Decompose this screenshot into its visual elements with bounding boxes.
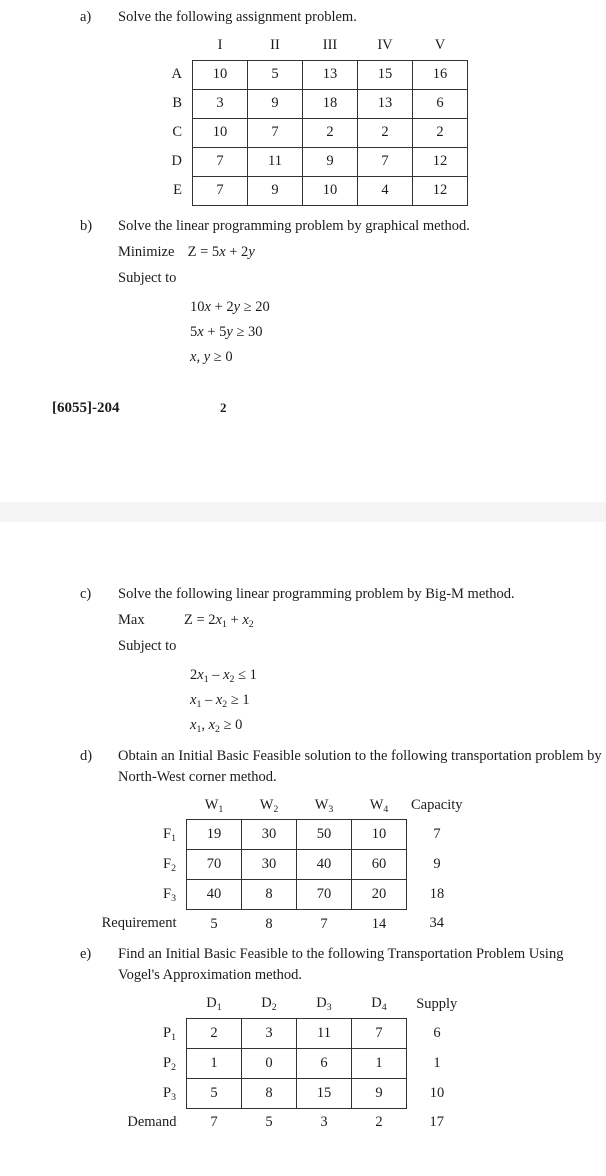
requirement-w2: 8 xyxy=(265,915,273,932)
cell-p2-d1: 1 xyxy=(187,1048,242,1078)
table-header-row xyxy=(98,990,467,1018)
header-corner-blank xyxy=(98,792,187,820)
table-row xyxy=(98,880,467,910)
question-d-marker: d) xyxy=(80,747,93,764)
vogel-approximation-table xyxy=(98,990,467,1137)
supply-header: Supply xyxy=(416,995,458,1012)
question-b-objective-row xyxy=(118,240,606,264)
row-label-b: B xyxy=(172,95,182,111)
constraint-c-3: $x_1$, $x_2 \ge 0$ xyxy=(190,716,243,735)
row-label-f2: $F_2$ xyxy=(163,856,176,874)
requirement-w1: 5 xyxy=(210,915,218,932)
question-d xyxy=(0,746,606,788)
demand-d3: 3 xyxy=(320,1114,328,1130)
cell-b-4: 13 xyxy=(358,89,413,118)
cell-f3-w2: 8 xyxy=(242,880,297,910)
question-c-objective-row xyxy=(118,608,606,632)
table-row xyxy=(104,147,468,176)
page1-bottom-space xyxy=(0,417,606,502)
table-header-row xyxy=(98,792,467,820)
table-row xyxy=(104,60,468,89)
demand-label: Demand xyxy=(127,1113,177,1130)
row-label-p1: $P_1$ xyxy=(163,1024,176,1043)
objective-expression: Z = 5x + 2y xyxy=(187,243,255,260)
table-row xyxy=(98,1078,467,1108)
table-row xyxy=(104,118,468,147)
header-corner-blank xyxy=(104,32,193,60)
objective-label: Minimize xyxy=(118,243,175,260)
cell-d-3: 9 xyxy=(303,147,358,176)
page-number: 2 xyxy=(220,399,227,415)
column-header-w4: $W_4$ xyxy=(369,796,389,815)
cell-f2-w4: 60 xyxy=(352,850,407,880)
table-row xyxy=(104,176,468,205)
objective-expression: $Z = 2x_1 + x_2$ xyxy=(184,611,254,630)
cell-b-5: 6 xyxy=(413,89,468,118)
supply-p1: 6 xyxy=(433,1024,441,1041)
cell-d-5: 12 xyxy=(413,147,468,176)
cell-c-2: 7 xyxy=(248,118,303,147)
page-separator-band xyxy=(0,502,606,522)
cell-p3-d1: 5 xyxy=(187,1078,242,1108)
question-e-marker: e) xyxy=(80,946,92,962)
constraint-b-2: 5x + 5y ≥ 30 xyxy=(190,323,263,340)
question-d-prompt: Obtain an Initial Basic Feasible solution to the following transportation problem by North-West corner method. xyxy=(118,747,602,785)
cell-p1-d1: 2 xyxy=(187,1018,242,1048)
cell-f1-w2: 30 xyxy=(242,820,297,850)
cell-c-5: 2 xyxy=(413,118,468,147)
row-label-e: E xyxy=(173,182,182,198)
table-row xyxy=(98,1018,467,1048)
constraint-c-2: $x_1 - x_2 \ge 1$ xyxy=(190,691,250,710)
column-header-2: II xyxy=(270,37,280,54)
question-b-marker: b) xyxy=(80,217,93,234)
cell-f1-w3: 50 xyxy=(297,820,352,850)
row-label-d: D xyxy=(171,153,182,169)
row-label-p2: $P_2$ xyxy=(163,1054,176,1073)
cell-a-2: 5 xyxy=(248,60,303,89)
demand-total: 17 xyxy=(429,1113,444,1130)
cell-b-1: 3 xyxy=(193,89,248,118)
capacity-header: Capacity xyxy=(410,797,463,813)
question-c-prompt: Solve the following linear programming problem by Big-M method. xyxy=(118,585,515,602)
row-label-p3: $P_3$ xyxy=(163,1084,176,1103)
supply-p3: 10 xyxy=(429,1084,445,1101)
table-row xyxy=(98,1048,467,1078)
nw-corner-table-wrap xyxy=(0,792,606,939)
cell-f1-w1: 19 xyxy=(187,820,242,850)
requirement-total: 34 xyxy=(429,915,444,932)
cell-d-2: 11 xyxy=(248,147,303,176)
question-a-prompt: Solve the following assignment problem. xyxy=(118,9,357,25)
north-west-corner-table xyxy=(98,792,467,939)
question-c-body xyxy=(118,584,606,738)
row-label-c: C xyxy=(172,124,182,140)
header-corner-blank xyxy=(98,990,187,1018)
cell-e-1: 7 xyxy=(193,176,248,205)
question-c-marker: c) xyxy=(80,585,92,602)
row-label-f3: $F_3$ xyxy=(163,886,176,904)
cell-a-3: 13 xyxy=(303,60,358,89)
assignment-problem-table xyxy=(104,32,468,206)
cell-f3-w3: 70 xyxy=(297,880,352,910)
cell-f2-w1: 70 xyxy=(187,850,242,880)
demand-d4: 2 xyxy=(375,1114,383,1130)
cell-e-3: 10 xyxy=(303,176,358,205)
question-e-prompt: Find an Initial Basic Feasible to the following Transportation Problem Using Vogel's Approximation method. xyxy=(118,946,564,983)
cell-d-4: 7 xyxy=(358,147,413,176)
column-header-w3: $W_3$ xyxy=(314,796,334,815)
objective-label: Max xyxy=(118,611,145,628)
cell-f2-w3: 40 xyxy=(297,850,352,880)
demand-d1: 7 xyxy=(210,1114,218,1130)
column-header-3: III xyxy=(322,37,338,54)
requirement-label: Requirement xyxy=(101,915,177,932)
cell-p3-d2: 8 xyxy=(242,1078,297,1108)
demand-d2: 5 xyxy=(265,1114,273,1130)
cell-c-1: 10 xyxy=(193,118,248,147)
cell-f1-w4: 10 xyxy=(352,820,407,850)
page2-top-space xyxy=(0,522,606,584)
cell-f3-w4: 20 xyxy=(352,880,407,910)
paper-code: [6055]-204 xyxy=(52,399,120,416)
cell-f3-w1: 40 xyxy=(187,880,242,910)
question-c xyxy=(0,584,606,738)
cell-f2-w2: 30 xyxy=(242,850,297,880)
cell-p2-d4: 1 xyxy=(352,1048,407,1078)
column-header-w1: $W_1$ xyxy=(204,796,224,815)
cell-p3-d3: 15 xyxy=(297,1078,352,1108)
cell-p2-d2: 0 xyxy=(242,1048,297,1078)
cell-c-4: 2 xyxy=(358,118,413,147)
cell-c-3: 2 xyxy=(303,118,358,147)
table-header-row xyxy=(104,32,468,60)
cell-b-3: 18 xyxy=(303,89,358,118)
capacity-f2: 9 xyxy=(433,856,441,872)
vogel-table-wrap xyxy=(0,990,606,1137)
requirement-w4: 14 xyxy=(371,915,387,932)
table-row xyxy=(98,820,467,850)
question-a xyxy=(0,7,606,28)
cell-a-5: 16 xyxy=(413,60,468,89)
column-header-1: I xyxy=(217,37,223,54)
question-b-prompt: Solve the linear programming problem by graphical method. xyxy=(118,217,470,234)
cell-e-4: 4 xyxy=(358,176,413,205)
constraint-b-3: x, y ≥ 0 xyxy=(190,348,233,365)
cell-p2-d3: 6 xyxy=(297,1048,352,1078)
column-header-5: V xyxy=(434,37,446,54)
constraint-b-1: 10x + 2y ≥ 20 xyxy=(190,298,270,315)
cell-e-2: 9 xyxy=(248,176,303,205)
page-footer xyxy=(0,400,606,417)
question-b-body xyxy=(118,216,606,370)
question-e xyxy=(0,944,606,986)
cell-d-1: 7 xyxy=(193,147,248,176)
cell-p1-d2: 3 xyxy=(242,1018,297,1048)
table-footer-row xyxy=(98,910,467,939)
table-row xyxy=(98,850,467,880)
capacity-f3: 18 xyxy=(429,886,445,902)
column-header-d4: $D_4$ xyxy=(371,995,387,1013)
row-label-a: A xyxy=(171,66,182,82)
question-b-subject-to-label: Subject to xyxy=(118,269,177,286)
cell-e-5: 12 xyxy=(413,176,468,205)
table-footer-row xyxy=(98,1108,467,1137)
table-row xyxy=(104,89,468,118)
cell-p1-d3: 11 xyxy=(297,1018,352,1048)
cell-p1-d4: 7 xyxy=(352,1018,407,1048)
column-header-d2: $D_2$ xyxy=(261,995,277,1013)
column-header-w2: $W_2$ xyxy=(259,796,279,815)
column-header-d1: $D_1$ xyxy=(206,995,222,1013)
capacity-f1: 7 xyxy=(433,826,441,842)
column-header-d3: $D_3$ xyxy=(316,995,332,1013)
exam-page-1 xyxy=(0,0,606,502)
constraint-c-1: $2x_1 - x_2 \le 1$ xyxy=(190,666,257,685)
cell-b-2: 9 xyxy=(248,89,303,118)
cell-a-1: 10 xyxy=(193,60,248,89)
cell-a-4: 15 xyxy=(358,60,413,89)
row-label-f1: $F_1$ xyxy=(163,826,176,844)
question-b xyxy=(0,216,606,370)
column-header-4: IV xyxy=(377,37,393,54)
question-c-subject-to-label: Subject to xyxy=(118,637,177,654)
requirement-w3: 7 xyxy=(320,915,328,932)
supply-p2: 1 xyxy=(433,1054,441,1071)
assignment-problem-table-wrap xyxy=(0,32,606,206)
question-a-marker: a) xyxy=(80,9,92,25)
exam-page-2 xyxy=(0,522,606,1137)
cell-p3-d4: 9 xyxy=(352,1078,407,1108)
